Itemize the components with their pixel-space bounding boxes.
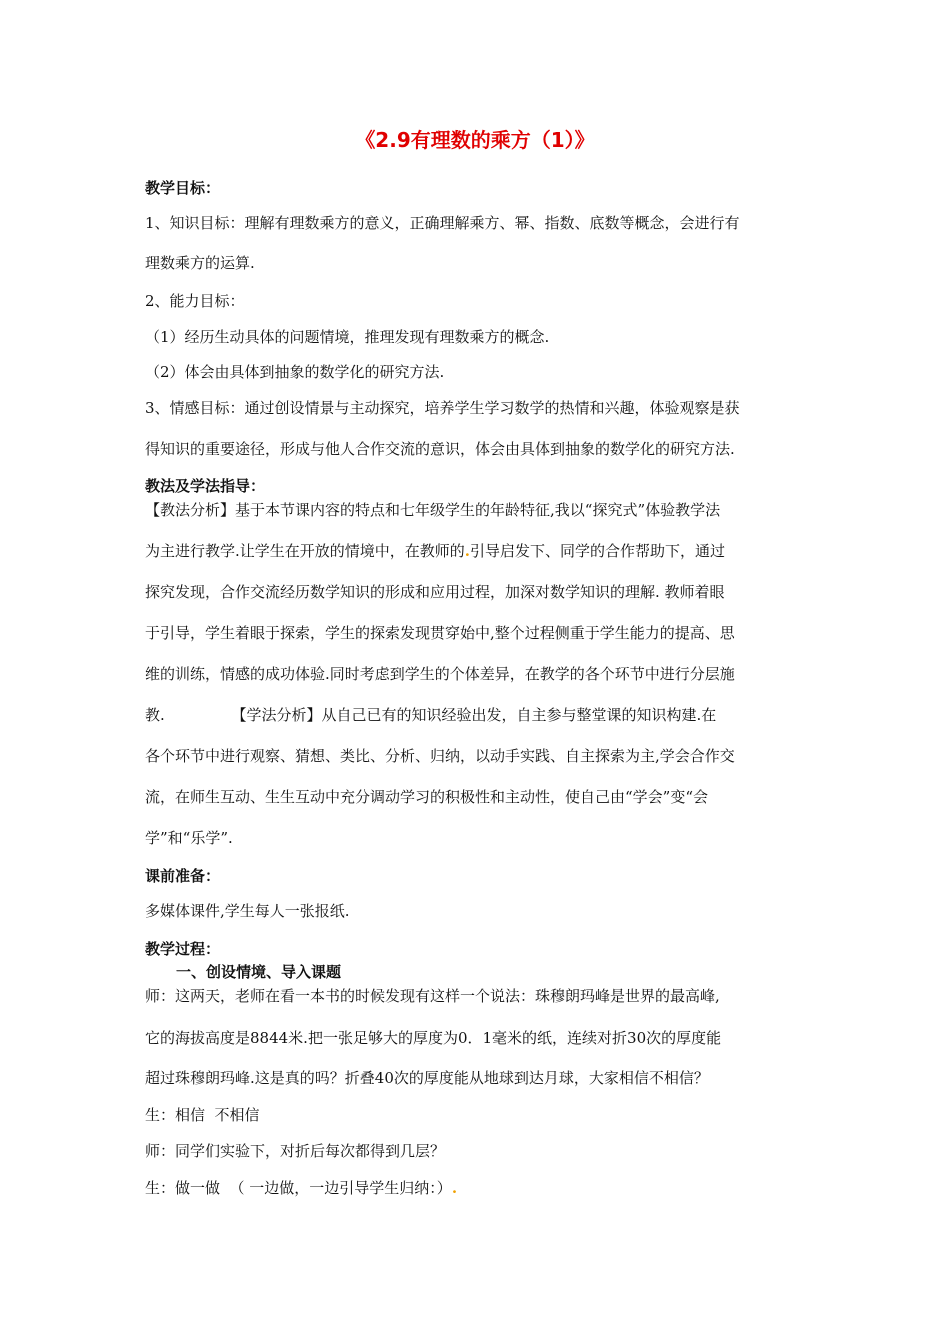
prep-heading: 课前准备： — [145, 867, 221, 885]
methods-line-1: 【教法分析】基于本节课内容的特点和七年级学生的年龄特征,我以“探究式”体验教学法 — [145, 501, 721, 519]
teacher-line-2: 它的海拔高度是8844米.把一张足够大的厚度为0．1毫米的纸，连续对折30次的厚度能 — [145, 1029, 722, 1047]
methods-line-2 — [145, 541, 725, 561]
ability-objective-2: （2）体会由具体到抽象的数学化的研究方法. — [145, 363, 445, 381]
methods-line-3: 探究发现，合作交流经历数学知识的形成和应用过程，加深对数学知识的理解. 教师着眼 — [145, 583, 725, 601]
ability-objective-1: （1）经历生动具体的问题情境，推理发现有理数乘方的概念. — [145, 328, 550, 346]
orange-dot-mark-end: . — [451, 1179, 458, 1197]
ability-objective-heading: 2、能力目标： — [145, 292, 245, 310]
teacher-line-3: 超过珠穆朗玛峰.这是真的吗？折叠40次的厚度能从地球到达月球，大家相信不相信？ — [145, 1069, 709, 1087]
student-line-1: 生：相信 不相信 — [145, 1106, 260, 1124]
section-1-heading: 一、创设情境、导入课题 — [176, 963, 342, 981]
methods-line-6: 教. 【学法分析】从自己已有的知识经验出发，自主参与整堂课的知识构建.在 — [145, 706, 717, 724]
methods-line-4: 于引导，学生着眼于探索，学生的探索发现贯穿始中,整个过程侧重于学生能力的提高、思 — [145, 624, 735, 642]
knowledge-objective-line-2: 理数乘方的运算. — [145, 254, 255, 272]
process-heading: 教学过程： — [145, 940, 221, 958]
student-line-2-text: 生：做一做 （ 一边做，一边引导学生归纳：） — [145, 1179, 452, 1197]
teacher-line-4: 师：同学们实验下，对折后每次都得到几层？ — [145, 1142, 446, 1160]
objectives-heading: 教学目标： — [145, 179, 221, 197]
methods-line-2b: 引导启发下、同学的合作帮助下，通过 — [470, 542, 726, 560]
teacher-line-1: 师：这两天，老师在看一本书的时候发现有这样一个说法：珠穆朗玛峰是世界的最高峰, — [145, 987, 720, 1005]
methods-line-5: 维的训练，情感的成功体验.同时考虑到学生的个体差异，在教学的各个环节中进行分层施 — [145, 665, 735, 683]
methods-heading: 教法及学法指导： — [145, 477, 266, 495]
student-line-2 — [145, 1178, 457, 1198]
prep-text: 多媒体课件,学生每人一张报纸. — [145, 902, 350, 920]
emotion-objective-line-1: 3、情感目标：通过创设情景与主动探究，培养学生学习数学的热情和兴趣，体验观察是获 — [145, 399, 740, 417]
methods-line-7: 各个环节中进行观察、猜想、类比、分析、归纳，以动手实践、自主探索为主,学会合作交 — [145, 747, 735, 765]
page-title: 《2.9有理数的乘方（1）》 — [355, 128, 595, 152]
methods-line-9: 学”和“乐学”. — [145, 829, 233, 847]
knowledge-objective-line-1: 1、知识目标：理解有理数乘方的意义，正确理解乘方、幂、指数、底数等概念，会进行有 — [145, 214, 740, 232]
orange-dot-mark: . — [464, 542, 471, 560]
emotion-objective-line-2: 得知识的重要途径，形成与他人合作交流的意识，体会由具体到抽象的数学化的研究方法. — [145, 440, 735, 458]
methods-line-8: 流，在师生互动、生生互动中充分调动学习的积极性和主动性，使自己由“学会”变“会 — [145, 788, 709, 806]
methods-line-2a: 为主进行教学.让学生在开放的情境中，在教师的 — [145, 542, 465, 560]
